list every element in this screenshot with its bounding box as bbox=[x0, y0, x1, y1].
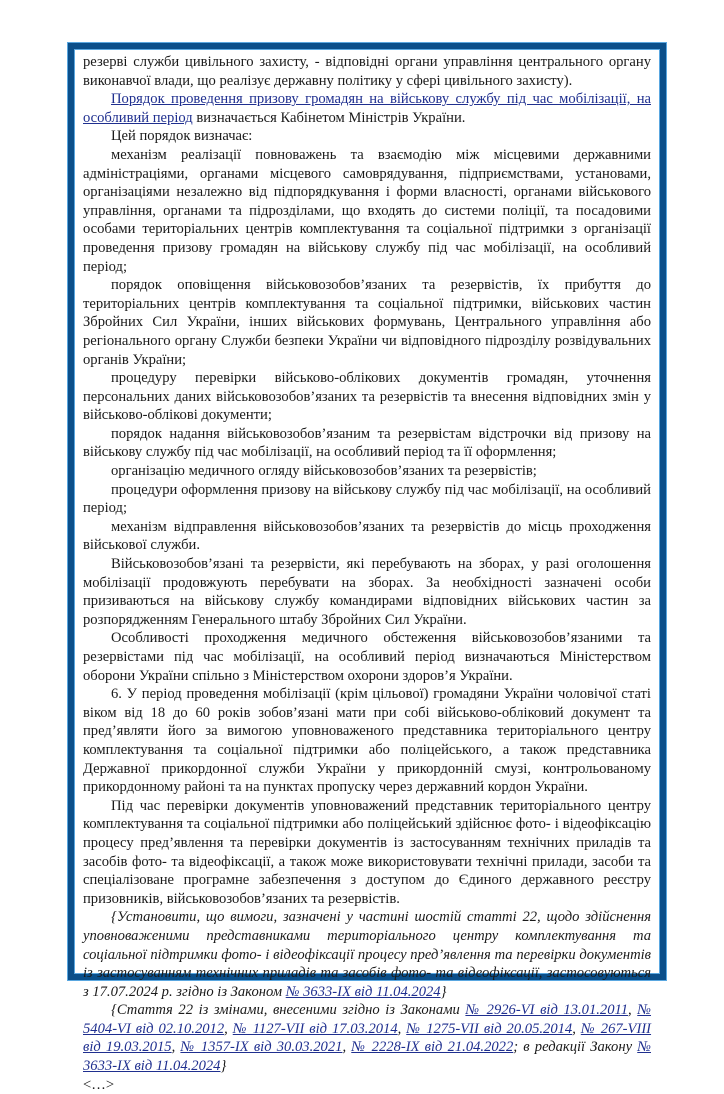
law-link[interactable]: № 1127-VII від 17.03.2014 bbox=[232, 1020, 398, 1037]
law-link[interactable]: № 267-VIII від 19.03.2015 bbox=[83, 1020, 652, 1056]
law-link[interactable]: № 3633-IX від 11.04.2024 bbox=[285, 983, 441, 1000]
paragraph-text: порядок надання військовозобов’язаним та резервістам відстрочки від призову на військову службу під час мобілізації, на особливий період та її оформлення; bbox=[83, 425, 651, 461]
paragraph-text: , bbox=[397, 1020, 407, 1037]
document-content bbox=[83, 53, 651, 1094]
paragraph-text: процедуру перевірки військово-облікових документів громадян, уточнення персональних даних військовозобов’язаних та резервістів та внесення відповідних змін у військово-облікові документи; bbox=[83, 370, 651, 424]
paragraph-text: Під час перевірки документів уповноважений представник територіального центру комплектування та соціальної підтримки або поліцейський здійснює фото- і відеофіксацію процесу пред’явлення та перевірки документів із застосуванням технічних приладів та засобів фото- та відеофіксації, а також може використовувати технічні прилади, засоби та спеціалізоване програмне забезпечення з доступом до Єдиного державного реєстру призовників, військовозобов’язаних та резервістів. bbox=[83, 797, 651, 907]
law-link[interactable]: Порядок проведення призову громадян на військову службу під час мобілізації, на особливий період bbox=[83, 91, 651, 126]
paragraph bbox=[83, 53, 651, 90]
paragraph-text: } bbox=[220, 1058, 227, 1075]
paragraph-text: процедури оформлення призову на військову службу під час мобілізації, на особливий період; bbox=[83, 481, 651, 517]
law-link[interactable]: № 2926-VI від 13.01.2011 bbox=[465, 1002, 629, 1019]
paragraph bbox=[83, 908, 651, 1001]
law-link[interactable]: № 2228-IX від 21.04.2022 bbox=[351, 1039, 514, 1056]
paragraph-text: , bbox=[224, 1020, 233, 1037]
paragraph-text: <…> bbox=[83, 1076, 115, 1093]
paragraph bbox=[83, 555, 651, 629]
paragraph bbox=[83, 127, 651, 146]
paragraph-text: визначається Кабінетом Міністрів України. bbox=[192, 109, 466, 126]
paragraph bbox=[83, 462, 651, 481]
paragraph bbox=[83, 369, 651, 425]
paragraph-text: Цей порядок визначає: bbox=[111, 128, 253, 145]
paragraph bbox=[83, 146, 651, 276]
paragraph-text: , bbox=[171, 1039, 181, 1056]
paragraph-text: , bbox=[572, 1020, 581, 1037]
paragraph-text: } bbox=[440, 983, 447, 1000]
paragraph bbox=[83, 1001, 651, 1075]
paragraph bbox=[83, 425, 651, 462]
paragraph bbox=[83, 1076, 651, 1094]
paragraph bbox=[83, 797, 651, 909]
document-frame bbox=[68, 43, 666, 1093]
paragraph-text: {Установити, що вимоги, зазначені у частині шостій статті 22, щодо здійснення уповноваженими представниками територіального центру комплектування та соціальної підтримки фото- і відеофіксації процесу пред’явлення та перевірки документів із застосуванням технічних приладів та засобів фото- та відеофіксації, застосовуються з 17.07.2024 р. згідно із Законом bbox=[83, 909, 651, 1000]
law-link[interactable]: № 1357-IX від 30.03.2021 bbox=[180, 1039, 343, 1056]
paragraph-text: {Стаття 22 із змінами, внесеними згідно із Законами bbox=[111, 1002, 466, 1019]
paragraph-text: механізм відправлення військовозобов’язаних та резервістів до місць проходження військової служби. bbox=[83, 518, 651, 554]
paragraph-text: організацію медичного огляду військовозобов’язаних та резервістів; bbox=[111, 463, 537, 480]
paragraph bbox=[83, 629, 651, 685]
paragraph-text: резерві служби цивільного захисту, - відповідні органи управління центрального органу виконавчої влади, що реалізує державну політику у сфері цивільного захисту). bbox=[83, 54, 651, 89]
paragraph bbox=[83, 685, 651, 797]
paragraph-text: , bbox=[342, 1039, 352, 1056]
paragraph bbox=[83, 481, 651, 518]
paragraph-text: ; в редакції Закону bbox=[513, 1039, 638, 1056]
paragraph bbox=[83, 90, 651, 127]
paragraph-text: механізм реалізації повноважень та взаємодію між місцевими державними адміністраціями, органами місцевого самоврядування, підприємствами, установами, організаціями незалежно від підпорядкування і форми власності, органами військового управління, органами та підрозділами, що входять до системи поліції, та посадовими особами територіальних центрів комплектування та соціальної підтримки з організації проведення призову громадян на військову службу під час мобілізації, на особливий період; bbox=[83, 146, 651, 275]
paragraph-text: Військовозобов’язані та резервісти, які перебувають на зборах, у разі оголошення мобілізації продовжують перебувати на зборах. За необхідності зазначені особи призиваються на військову службу командирами відповідних військових частин за розпорядженням Генерального штабу Збройних Сил України. bbox=[83, 556, 651, 628]
paragraph-text: порядок оповіщення військовозобов’язаних та резервістів, їх прибуття до територіальних центрів комплектування та соціальної підтримки, військових частин Збройних Сил України, інших військових формувань, Центрального управління або регіонального органу Служби безпеки України чи відповідного підрозділу розвідувальних органів України; bbox=[83, 277, 651, 368]
paragraph bbox=[83, 276, 651, 369]
law-link[interactable]: № 3633-IX від 11.04.2024 bbox=[83, 1039, 651, 1075]
law-link[interactable]: № 1275-VII від 20.05.2014 bbox=[406, 1020, 573, 1037]
law-link[interactable]: № 5404-VI від 02.10.2012 bbox=[83, 1002, 652, 1037]
paragraph-text: , bbox=[628, 1002, 638, 1019]
paragraph-text: 6. У період проведення мобілізації (крім цільової) громадяни України чоловічої статі віком від 18 до 60 років зобов’язані мати при собі військово-обліковий документ та пред’являти його за вимогою уповноваженого представника територіального центру комплектування та соціальної підтримки або поліцейського, а також представника Державної прикордонної служби України у прикордонній смузі, контрольованому прикордонному районі та на пунктах пропуску через державний кордон України. bbox=[83, 686, 651, 796]
paragraph bbox=[83, 518, 651, 555]
paragraph-text: Особливості проходження медичного обстеження військовозобов’язаними та резервістами під час мобілізації, на особливий період визначаються Міністерством оборони України спільно з Міністерством охорони здоров’я України. bbox=[83, 630, 651, 684]
